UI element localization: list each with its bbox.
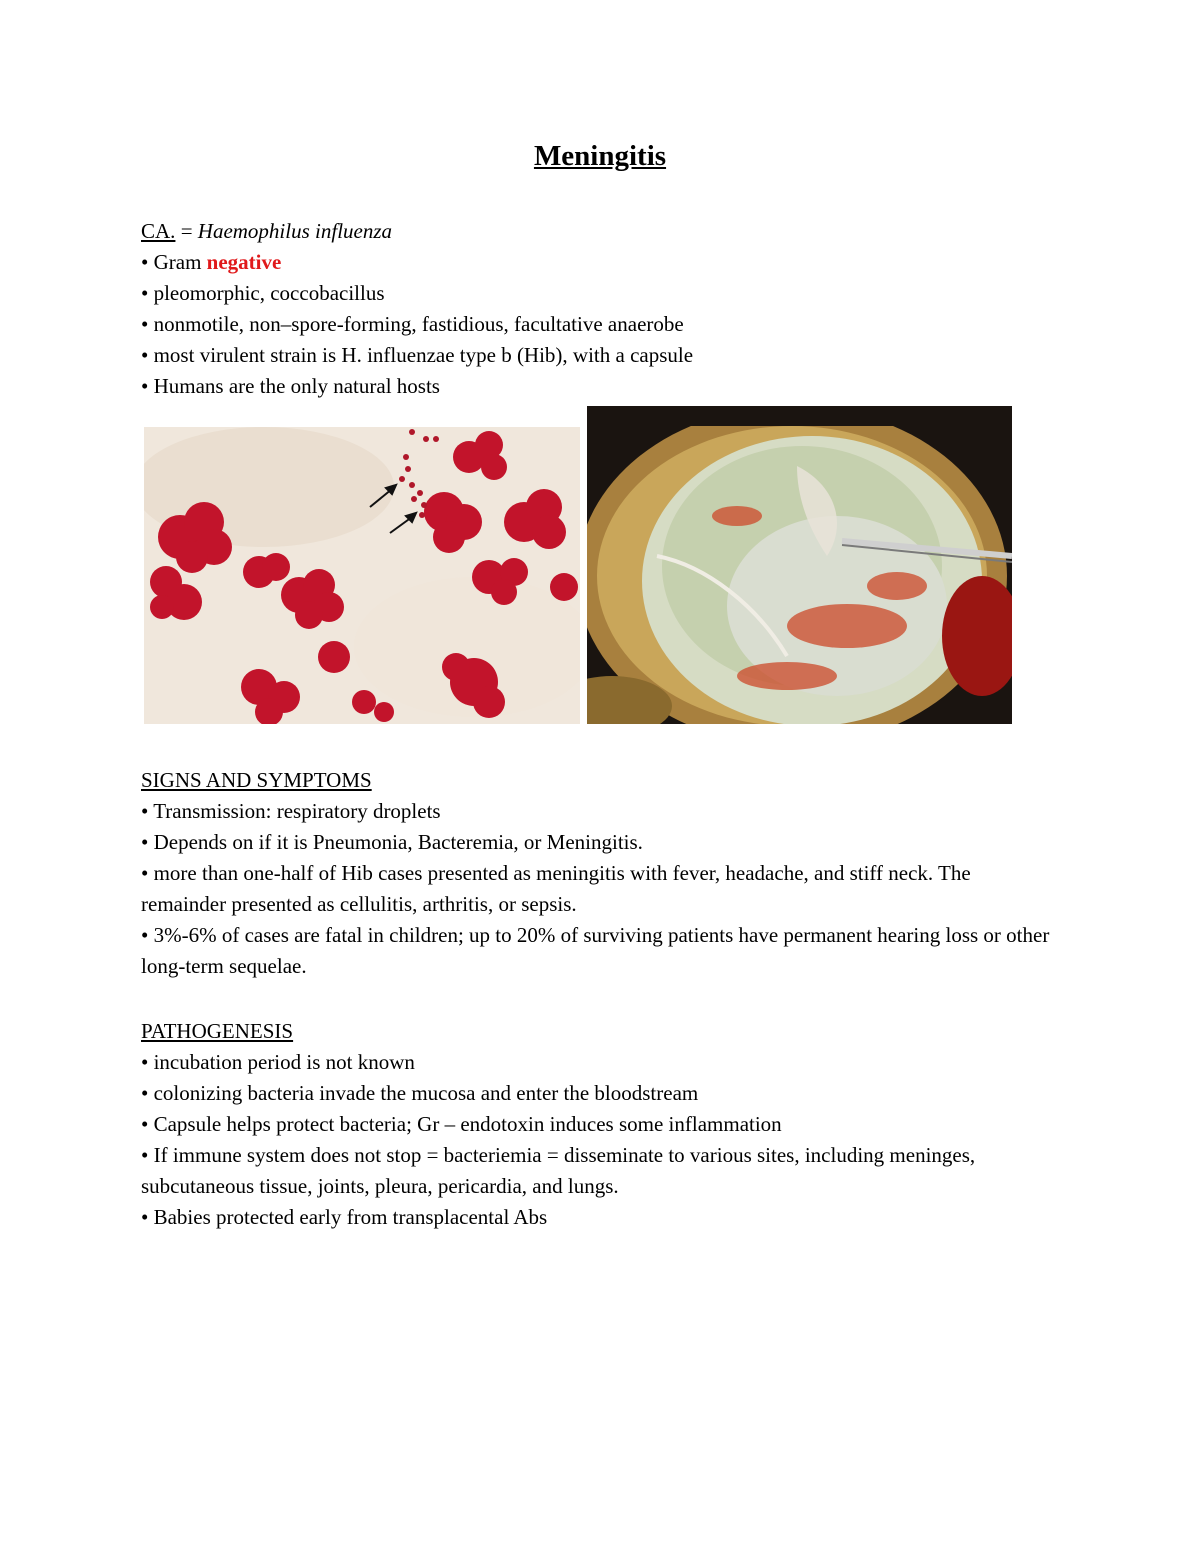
signs-bullet: • Transmission: respiratory droplets bbox=[141, 799, 441, 823]
gram-stain-line bbox=[141, 247, 1071, 278]
signs-bullet: • more than one-half of Hib cases presented as meningitis with fever, headache, and stiff neck. The remainder presented as cellulitis, arthritis, or sepsis. bbox=[141, 861, 971, 916]
pathogenesis-section bbox=[141, 1016, 1071, 1233]
signs-bullet: • Depends on if it is Pneumonia, Bacteremia, or Meningitis. bbox=[141, 830, 643, 854]
pathogenesis-bullet: • If immune system does not stop = bacteriemia = disseminate to various sites, including meninges, subcutaneous tissue, joints, pleura, pericardia, and lungs. bbox=[141, 1143, 976, 1198]
signs-bullet: • 3%-6% of cases are fatal in children; up to 20% of surviving patients have permanent hearing loss or other long-term sequelae. bbox=[141, 923, 1050, 978]
equals-sign: = bbox=[175, 219, 198, 243]
causative-agent-label: CA. bbox=[141, 219, 176, 243]
pathogenesis-bullet: • incubation period is not known bbox=[141, 1050, 415, 1074]
signs-heading: SIGNS AND SYMPTOMS bbox=[141, 768, 372, 792]
pathogenesis-bullet: • Capsule helps protect bacteria; Gr – endotoxin induces some inflammation bbox=[141, 1112, 782, 1136]
meninges-autopsy-photo-icon bbox=[587, 406, 1012, 724]
gram-stain-micrograph-icon bbox=[144, 427, 580, 724]
intro-bullet: • most virulent strain is H. influenzae type b (Hib), with a capsule bbox=[141, 343, 694, 367]
intro-bullet: • pleomorphic, coccobacillus bbox=[141, 281, 385, 305]
signs-section bbox=[141, 765, 1071, 982]
gram-negative-text: negative bbox=[206, 250, 282, 274]
organism-name: Haemophilus influenza bbox=[197, 219, 393, 243]
pathogenesis-bullet: • colonizing bacteria invade the mucosa and enter the bloodstream bbox=[141, 1081, 699, 1105]
causative-agent-line bbox=[141, 216, 1071, 247]
pathogenesis-bullet: • Babies protected early from transplacental Abs bbox=[141, 1205, 548, 1229]
intro-bullet: • nonmotile, non–spore-forming, fastidious, facultative anaerobe bbox=[141, 312, 684, 336]
pathogenesis-heading: PATHOGENESIS bbox=[141, 1019, 294, 1043]
intro-bullet: • Humans are the only natural hosts bbox=[141, 374, 440, 398]
page-title: Meningitis bbox=[533, 140, 667, 172]
organism-section bbox=[141, 216, 1071, 402]
gram-prefix: • Gram bbox=[141, 250, 207, 274]
